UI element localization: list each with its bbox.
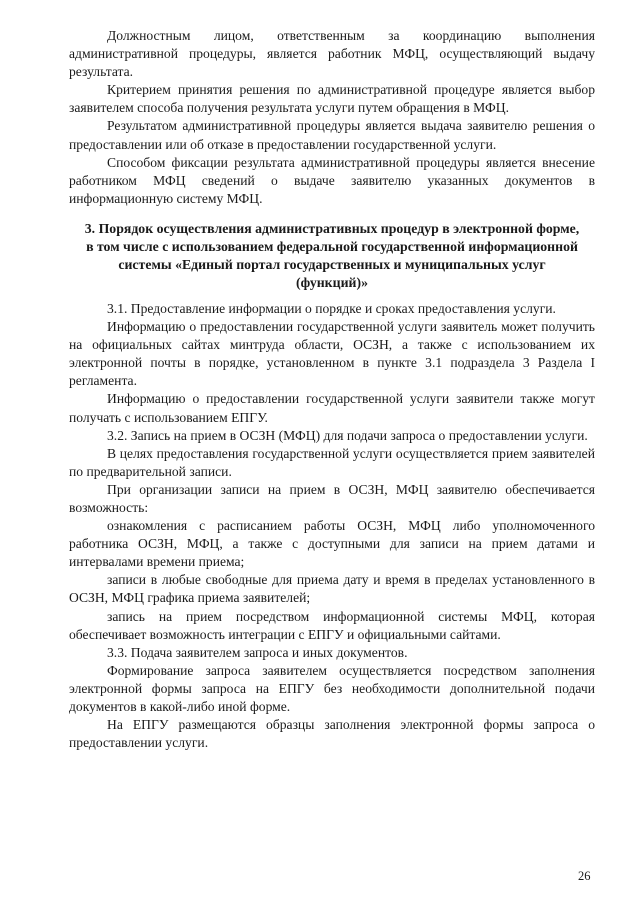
document-page bbox=[69, 27, 595, 752]
paragraph-mfc-system-booking: запись на прием посредством информационной системы МФЦ, которая обеспечивает возможность интеграции с ЕПГУ и официальными сайтами. bbox=[69, 608, 595, 642]
paragraph-form-samples: На ЕПГУ размещаются образцы заполнения электронной формы запроса о предоставлении услуги. bbox=[69, 717, 595, 751]
paragraph-3-2-title: 3.2. Запись на прием в ОСЗН (МФЦ) для подачи запроса о предоставлении услуги. bbox=[107, 427, 588, 443]
paragraph-booking-possibility: При организации записи на прием в ОСЗН, МФЦ заявителю обеспечивается возможность: bbox=[69, 481, 595, 515]
page-number: 26 bbox=[578, 869, 591, 883]
paragraph-result-recording: Способом фиксации результата административной процедуры является внесение работником МФЦ сведений о выдаче заявителю указанных документов в информационную систему МФЦ. bbox=[69, 154, 595, 206]
paragraph-decision-criterion: Критерием принятия решения по административной процедуре является выбор заявителем способа получения результата услуги путем обращения в МФЦ. bbox=[69, 82, 595, 116]
paragraph-request-forming: Формирование запроса заявителем осуществляется посредством заполнения электронной формы запроса на ЕПГУ без необходимости дополнительной подачи документов в какой-либо иной форме. bbox=[69, 662, 595, 714]
paragraph-procedure-result: Результатом административной процедуры является выдача заявителю решения о предоставлении или об отказе в предоставлении государственной услуги. bbox=[69, 118, 595, 152]
paragraph-3-3-title: 3.3. Подача заявителем запроса и иных документов. bbox=[107, 644, 408, 660]
paragraph-preliminary-booking: В целях предоставления государственной услуги осуществляется прием заявителей по предварительной записи. bbox=[69, 445, 595, 479]
paragraph-3-1-title: 3.1. Предоставление информации о порядке и сроках предоставления услуги. bbox=[107, 300, 556, 316]
paragraph-info-websites: Информацию о предоставлении государственной услуги заявитель может получить на официальных сайтах минтруда области, ОСЗН, а также с использованием их электронной почты в порядке, установленном в пункте 3.1 подраздела 3 Раздела I регламента. bbox=[69, 319, 595, 389]
section-heading: 3. Порядок осуществления административных процедур в электронной форме, в том числе с использованием федеральной государственной информационной системы «Единый портал государственных и муниципальных услуг (функций)» bbox=[84, 220, 580, 290]
paragraph-free-slot-booking: записи в любые свободные для приема дату и время в пределах установленного в ОСЗН, МФЦ графика приема заявителей; bbox=[69, 572, 595, 606]
paragraph-schedule-review: ознакомления с расписанием работы ОСЗН, МФЦ либо уполномоченного работника ОСЗН, МФЦ, а также с доступными для записи на прием датами и интервалами времени приема; bbox=[69, 518, 595, 570]
paragraph-info-epgu: Информацию о предоставлении государственной услуги заявители также могут получать с использованием ЕПГУ. bbox=[69, 391, 595, 425]
paragraph-responsible-official: Должностным лицом, ответственным за координацию выполнения административной процедуры, является работник МФЦ, осуществляющий выдачу результата. bbox=[69, 28, 595, 80]
